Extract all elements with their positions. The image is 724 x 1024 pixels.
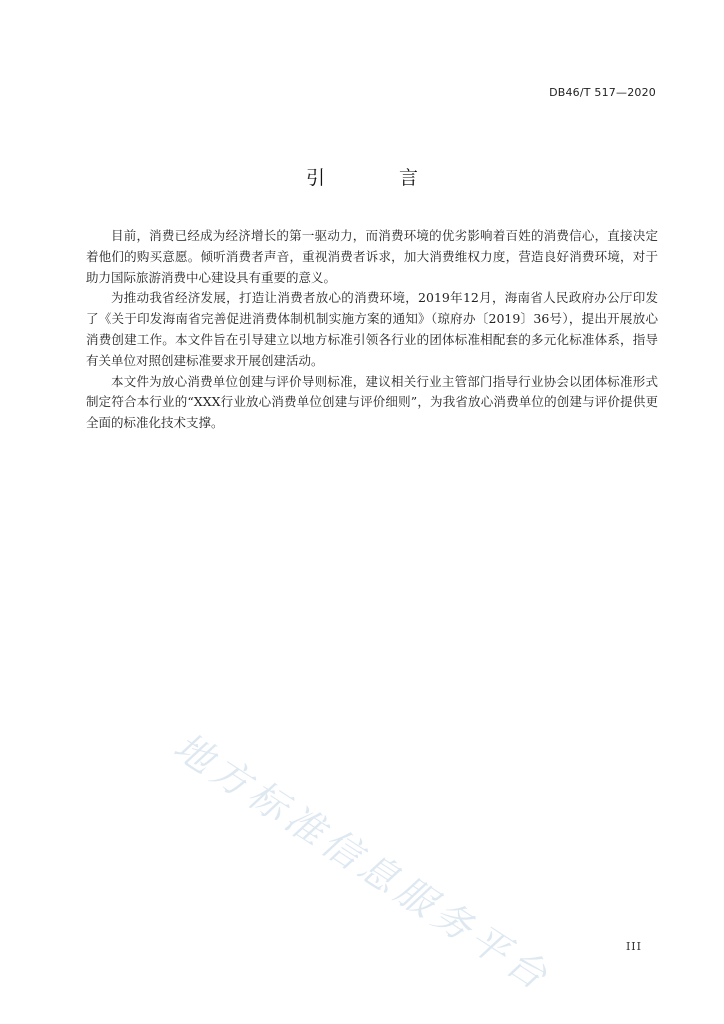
watermark: 地方标准信息服务平台 bbox=[166, 723, 560, 1001]
page-number: III bbox=[625, 940, 642, 953]
paragraph-2: 为推动我省经济发展，打造让消费者放心的消费环境，2019年12月，海南省人民政府办公厅印发了《关于印发海南省完善促进消费体制机制实施方案的通知》（琼府办〔2019〕36号），提出开展放心消费创建工作。本文件旨在引导建立以地方标准引领各行业的团体标准相配套的多元化标准体系，指导有关单位对照创建标准要求开展创建活动。 bbox=[86, 290, 658, 368]
section-title: 引 言 bbox=[305, 167, 453, 189]
paragraph-1: 目前，消费已经成为经济增长的第一驱动力，而消费环境的优劣影响着百姓的消费信心，直接决定着他们的购买意愿。倾听消费者声音，重视消费者诉求，加大消费维权力度，营造良好消费环境，对于助力国际旅游消费中心建设具有重要的意义。 bbox=[86, 228, 658, 285]
introduction-body bbox=[86, 226, 658, 434]
paragraph-3: 本文件为放心消费单位创建与评价导则标准，建议相关行业主管部门指导行业协会以团体标准形式制定符合本行业的“XXX行业放心消费单位创建与评价细则”，为我省放心消费单位的创建与评价提供更全面的标准化技术支撑。 bbox=[86, 373, 658, 431]
document-code: DB46/T 517—2020 bbox=[549, 86, 656, 99]
